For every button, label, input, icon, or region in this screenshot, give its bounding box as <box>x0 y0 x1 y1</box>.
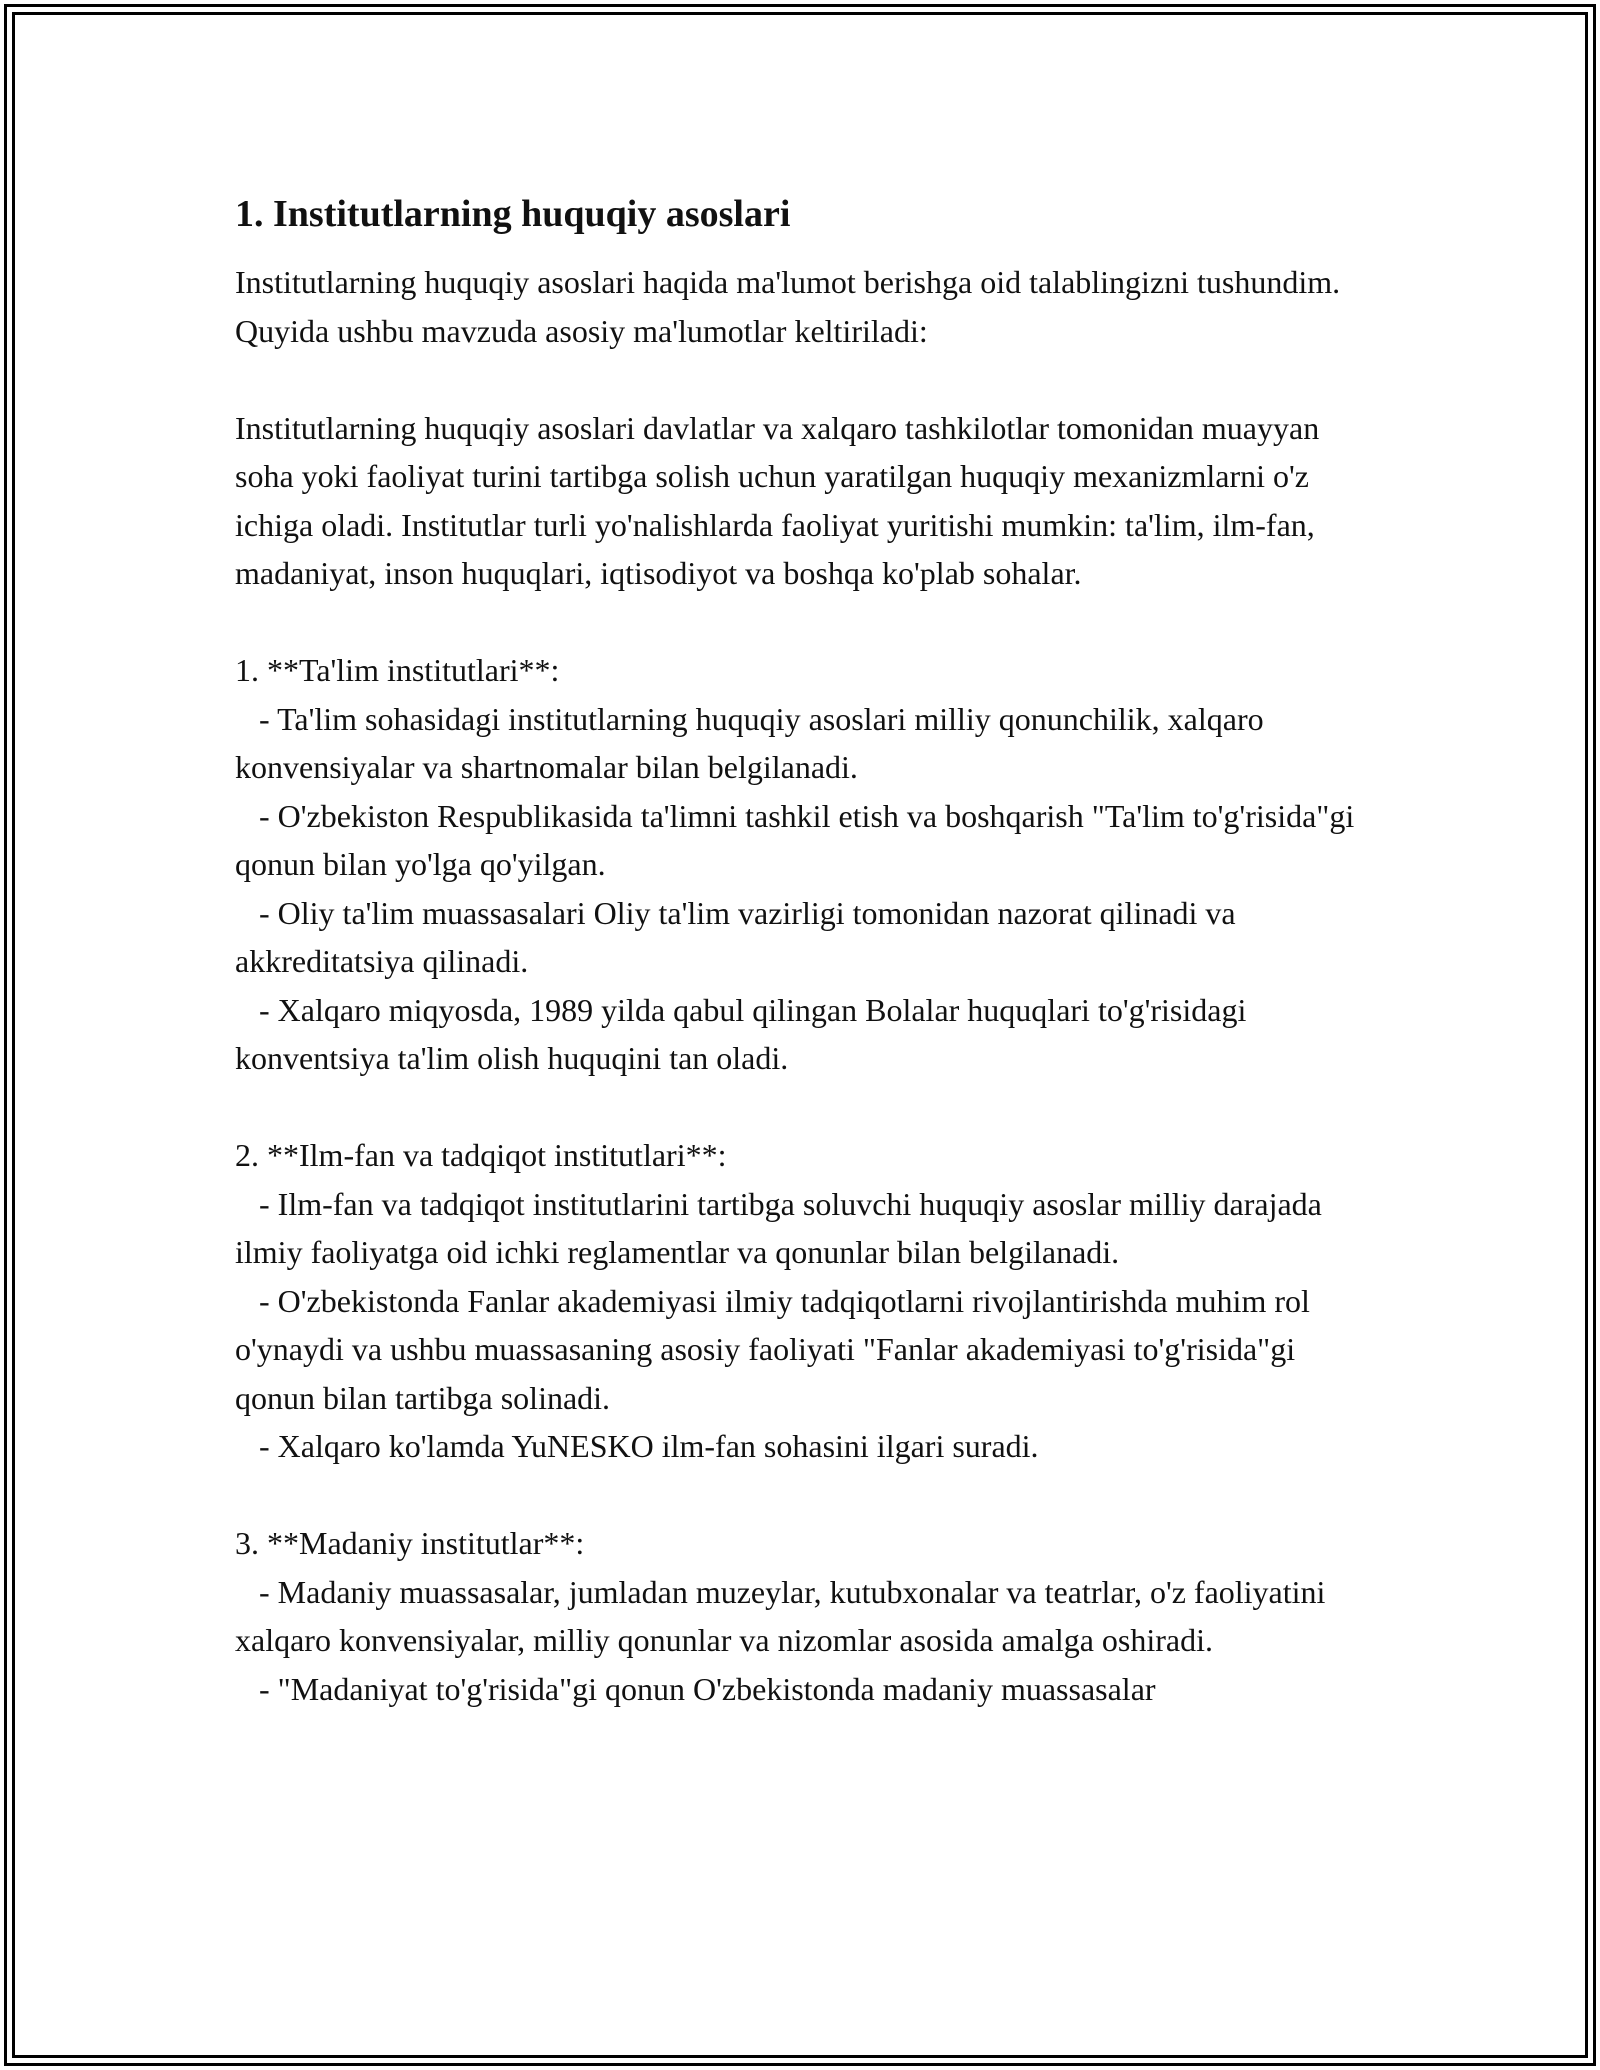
section-heading: 2. **Ilm-fan va tadqiqot institutlari**: <box>235 1137 727 1173</box>
list-item: - Oliy ta'lim muassasalari Oliy ta'lim vazirligi tomonidan nazorat qilinadi va akkreditatsiya qilinadi. <box>235 894 1244 979</box>
list-item: - Xalqaro ko'lamda YuNESKO ilm-fan sohasini ilgari suradi. <box>235 1428 1039 1464</box>
list-item: - Xalqaro miqyosda, 1989 yilda qabul qilingan Bolalar huquqlari to'g'risidagi konventsiya ta'lim olish huquqini tan oladi. <box>235 991 1255 1076</box>
list-item: - O'zbekiston Respublikasida ta'limni tashkil etish va boshqarish "Ta'lim to'g'risida"gi qonun bilan yo'lga qo'yilgan. <box>235 797 1363 882</box>
document-title: 1. Institutlarning huquqiy asoslari <box>235 193 791 235</box>
paragraph-spacer <box>235 598 1375 647</box>
list-item: - Ilm-fan va tadqiqot institutlarini tartibga soluvchi huquqiy asoslar milliy darajada ilmiy faoliyatga oid ichki reglamentlar va qonunlar bilan belgilanadi. <box>235 1185 1330 1270</box>
list-item: - Ta'lim sohasidagi institutlarning huquqiy asoslari milliy qonunchilik, xalqaro konvensiyalar va shartnomalar bilan belgilanadi. <box>235 700 1272 785</box>
paragraph-spacer <box>235 355 1375 404</box>
paragraph-spacer <box>235 1471 1375 1520</box>
list-item: - O'zbekistonda Fanlar akademiyasi ilmiy tadqiqotlarni rivojlantirishda muhim rol o'ynaydi va ushbu muassasaning asosiy faoliyati "Fanlar akademiyasi to'g'risida"gi qonun bilan tartibga solinadi. <box>235 1282 1318 1416</box>
section-science <box>235 1131 1375 1471</box>
document-body <box>235 188 1375 1713</box>
section-heading: 1. **Ta'lim institutlari**: <box>235 652 560 688</box>
paragraph-spacer <box>235 1083 1375 1132</box>
section-heading: 3. **Madaniy institutlar**: <box>235 1525 585 1561</box>
section-education <box>235 646 1375 1083</box>
list-item: - Madaniy muassasalar, jumladan muzeylar, kutubxonalar va teatrlar, o'z faoliyatini xalqaro konvensiyalar, milliy qonunlar va nizomlar asosida amalga oshiradi. <box>235 1573 1334 1658</box>
list-item: - "Madaniyat to'g'risida"gi qonun O'zbekistonda madaniy muassasalar <box>235 1670 1156 1707</box>
intro-paragraph: Institutlarning huquqiy asoslari haqida ma'lumot berishga oid talablingizni tushundim. Quyida ushbu mavzuda asosiy ma'lumotlar keltiriladi: <box>235 264 1349 349</box>
section-culture <box>235 1519 1375 1713</box>
overview-paragraph: Institutlarning huquqiy asoslari davlatlar va xalqaro tashkilotlar tomonidan muayyan soha yoki faoliyat turini tartibga solish uchun yaratilgan huquqiy mexanizmlarni o'z ichiga oladi. Institutlar turli yo'nalishlarda faoliyat yuritishi mumkin: ta'lim, ilm-fan, madaniyat, inson huquqlari, iqtisodiyot va boshqa ko'plab sohalar. <box>235 409 1328 591</box>
